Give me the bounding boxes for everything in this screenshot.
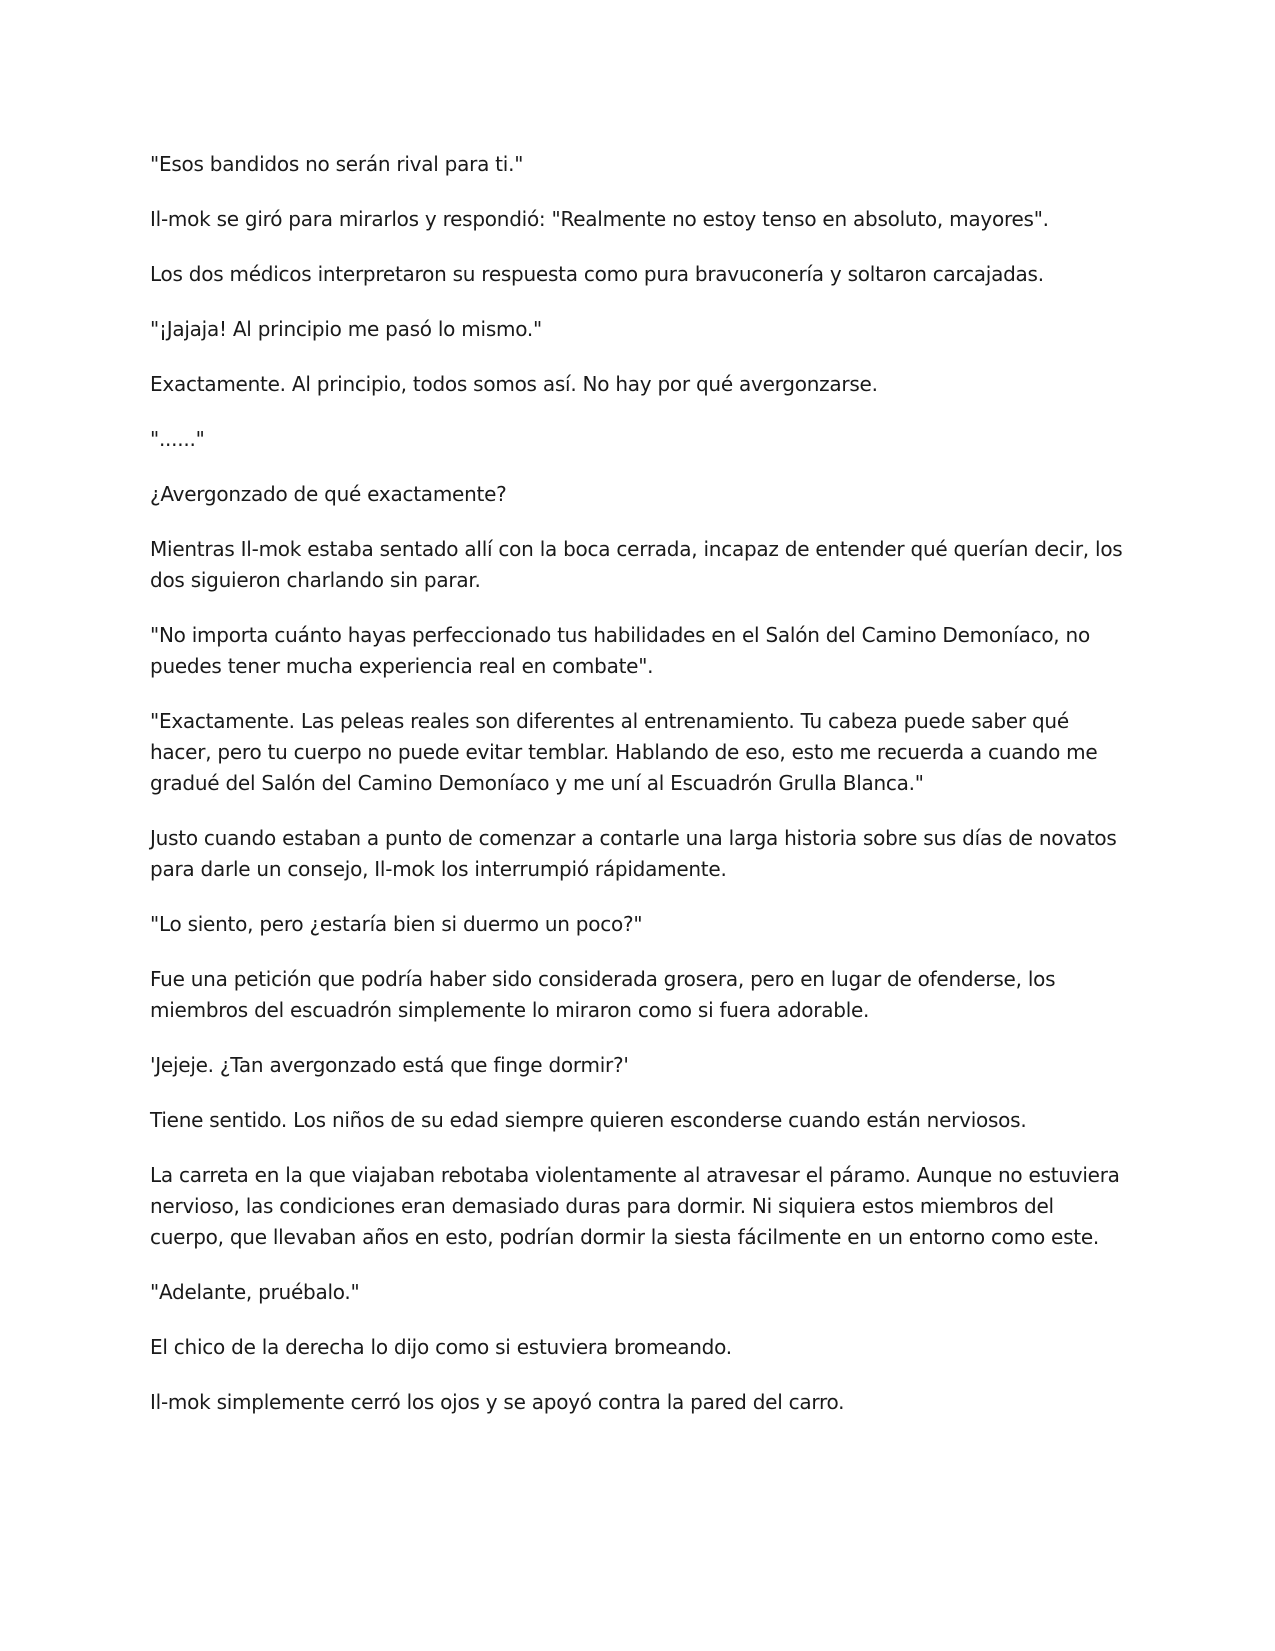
paragraph: Exactamente. Al principio, todos somos así. No hay por qué avergonzarse. [150, 372, 878, 396]
document-body [150, 149, 1130, 1442]
paragraph: "......" [150, 427, 205, 451]
paragraph: Il-mok se giró para mirarlos y respondió: "Realmente no estoy tenso en absoluto, mayores". [150, 207, 1049, 231]
paragraph: Tiene sentido. Los niños de su edad siempre quieren esconderse cuando están nerviosos. [150, 1108, 1027, 1132]
paragraph: Los dos médicos interpretaron su respuesta como pura bravuconería y soltaron carcajadas. [150, 262, 1044, 286]
paragraph: Mientras Il-mok estaba sentado allí con la boca cerrada, incapaz de entender qué querían decir, los dos siguieron charlando sin parar. [150, 537, 1123, 592]
paragraph: "Lo siento, pero ¿estaría bien si duermo un poco?" [150, 912, 643, 936]
paragraph: La carreta en la que viajaban rebotaba violentamente al atravesar el páramo. Aunque no estuviera nervioso, las condiciones eran demasiado duras para dormir. Ni siquiera estos miembros del cuerpo, que llevaban años en esto, podrían dormir la siesta fácilmente en un entorno como este. [150, 1163, 1120, 1249]
paragraph: ¿Avergonzado de qué exactamente? [150, 482, 507, 506]
paragraph: Fue una petición que podría haber sido considerada grosera, pero en lugar de ofenderse, los miembros del escuadrón simplemente lo miraron como si fuera adorable. [150, 967, 1056, 1022]
paragraph: El chico de la derecha lo dijo como si estuviera bromeando. [150, 1335, 732, 1359]
paragraph: 'Jejeje. ¿Tan avergonzado está que finge dormir?' [150, 1053, 629, 1077]
paragraph: Justo cuando estaban a punto de comenzar a contarle una larga historia sobre sus días de novatos para darle un consejo, Il-mok los interrumpió rápidamente. [150, 826, 1117, 881]
paragraph: Il-mok simplemente cerró los ojos y se apoyó contra la pared del carro. [150, 1390, 845, 1414]
paragraph: "Exactamente. Las peleas reales son diferentes al entrenamiento. Tu cabeza puede saber qué hacer, pero tu cuerpo no puede evitar temblar. Hablando de eso, esto me recuerda a cuando me gradué del Salón del Camino Demoníaco y me uní al Escuadrón Grulla Blanca." [150, 709, 1098, 795]
paragraph: "¡Jajaja! Al principio me pasó lo mismo." [150, 317, 542, 341]
paragraph: "Adelante, pruébalo." [150, 1280, 360, 1304]
paragraph: "No importa cuánto hayas perfeccionado tus habilidades en el Salón del Camino Demoníaco, no puedes tener mucha experiencia real en combate". [150, 623, 1090, 678]
paragraph: "Esos bandidos no serán rival para ti." [150, 152, 524, 176]
